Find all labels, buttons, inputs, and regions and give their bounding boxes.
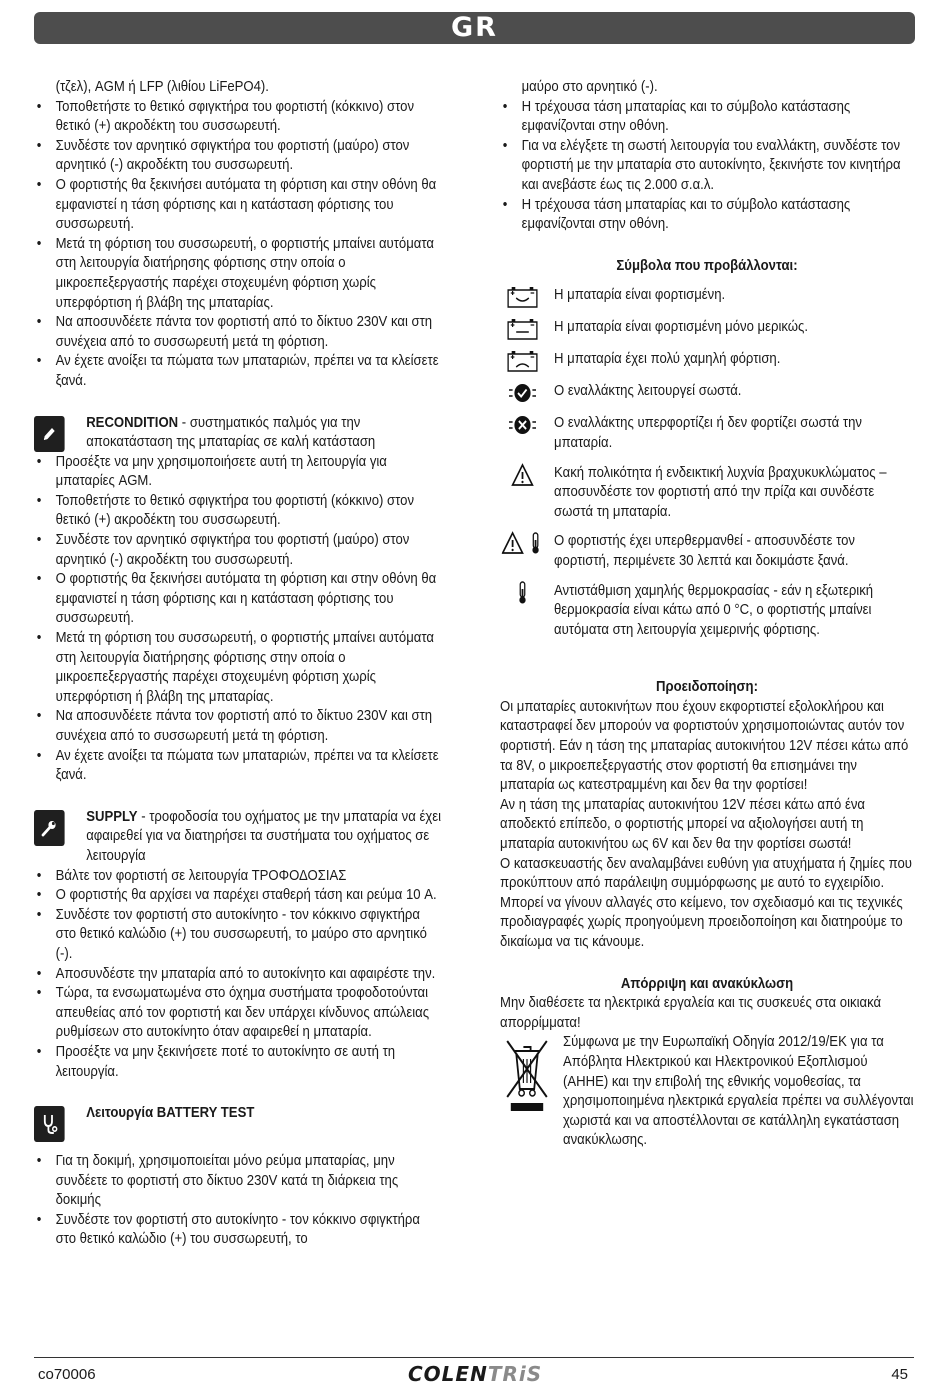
- list-item: • Για τη δοκιμή, χρησιμοποιείται μόνο ρεύμα μπαταρίας, μην συνδέετε το φορτιστή στο δίκτυο 230V κατά τη διάρκεια της δοκιμής: [34, 1152, 444, 1211]
- list-item: • Βάλτε τον φορτιστή σε λειτουργία ΤΡΟΦΟΔΟΣΙΑΣ: [34, 867, 444, 887]
- warning-paragraph: Αν η τάση της μπαταρίας αυτοκινήτου 12V πέσει κάτω από ένα αποδεκτό επίπεδο, ο φορτιστής μπορεί να αξιολογήσει αυτή τη μπαταρία αυτοκινήτου ως 6V και δεν θα την φορτίσει σωστά!: [500, 796, 865, 853]
- symbol-row: [500, 582, 914, 641]
- list-item: • Τοποθετήστε το θετικό σφιγκτήρα του φορτιστή (κόκκινο) στον θετικό (+) ακροδέκτη του συσσωρευτή.: [34, 98, 444, 137]
- warning-paragraph: Ο κατασκευαστής δεν αναλαμβάνει ευθύνη για ατυχήματα ή ζημίες που προκύπτουν από παράλειψη συμμόρφωσης με αυτό το εγχειρίδιο.: [500, 855, 912, 892]
- disposal-text: Σύμφωνα με την Ευρωπαϊκή Οδηγία 2012/19/EK για τα Απόβλητα Ηλεκτρικού και Ηλεκτρονικού Εξοπλισμού (ΑΗΗΕ) και την επιβολή της εθνικής νομοθεσίας, τα χρησιμοποιημένα ηλεκτρικά εργαλεία πρέπει να συλλέγονται χωριστά και να αποστέλλονται σε κατάλληλη εγκατάσταση ανακύκλωσης.: [563, 1034, 914, 1149]
- warning-heading: Προειδοποίηση:: [656, 679, 758, 696]
- symbol-row: [500, 286, 914, 308]
- brand-logo-part-b: TRiS: [487, 1362, 543, 1386]
- list-item: • Συνδέστε τον αρνητικό σφιγκτήρα του φορτιστή (μαύρο) στον αρνητικό (-) ακροδέκτη του συσσωρευτή.: [34, 137, 444, 176]
- recondition-title: RECONDITION: [86, 414, 179, 431]
- symbol-text: Η μπαταρία είναι φορτισμένη μόνο μερικώς.: [554, 319, 809, 336]
- language-banner: GR: [34, 12, 915, 44]
- list-item: • Μετά τη φόρτιση του συσσωρευτή, ο φορτιστής μπαίνει αυτόματα στη λειτουργία διατήρησης φόρτισης στην οποία ο μικροεπεξεργαστής παρέχει στοχευμένη φόρτιση χωρίς υπερφόρτιση ή βλάβη της μπαταρίας.: [34, 629, 444, 707]
- pencil-icon: [34, 416, 65, 452]
- battery-test-title: Λειτουργία BATTERY TEST: [86, 1105, 255, 1122]
- list-item: • Να αποσυνδέετε πάντα τον φορτιστή από το δίκτυο 230V και στη συνέχεια από το συσσωρευτή μετά τη φόρτιση.: [34, 707, 444, 746]
- supply-title: SUPPLY: [86, 808, 138, 825]
- list-item: • Η τρέχουσα τάση μπαταρίας και το σύμβολο κατάστασης εμφανίζονται στην οθόνη.: [500, 98, 914, 137]
- symbol-row: [500, 414, 914, 453]
- supply-list: [34, 867, 444, 1083]
- list-item: • Ο φορτιστής θα ξεκινήσει αυτόματα τη φόρτιση και στην οθόνη θα εμφανιστεί η τάση φόρτισης και η κατάσταση φόρτισης του συσσωρευτή.: [34, 176, 444, 235]
- brand-logo: [408, 1362, 542, 1386]
- disposal-intro: Μην διαθέσετε τα ηλεκτρικά εργαλεία και τις συσκευές στα οικιακά απορρίμματα!: [500, 995, 882, 1031]
- list-item: • Ο φορτιστής θα αρχίσει να παρέχει σταθερή τάση και ρεύμα 10 A.: [34, 886, 444, 906]
- warning-icon: [500, 464, 545, 486]
- supply-section: [34, 808, 444, 867]
- warning-paragraph: Μπορεί να γίνουν αλλαγές στο κείμενο, τον σχεδιασμό και τις τεχνικές προδιαγραφές χωρίς προηγούμενη προειδοποίηση και διατηρούμε το δικαίωμα να τις κάνουμε.: [500, 894, 903, 950]
- battery-test-section: [34, 1104, 444, 1142]
- symbol-text: Η μπαταρία είναι φορτισμένη.: [554, 287, 726, 304]
- left-column: [34, 78, 444, 1250]
- intro-continuation: (τζελ), AGM ή LFP (λιθίου LiFePO4).: [55, 79, 269, 95]
- crossed-bin-icon: [500, 1033, 554, 1115]
- disposal-heading: Απόρριψη και ανακύκλωση: [620, 975, 794, 992]
- list-item: • Αν έχετε ανοίξει τα πώματα των μπαταριών, πρέπει να τα κλείσετε ξανά.: [34, 352, 444, 391]
- list-item: • Η τρέχουσα τάση μπαταρίας και το σύμβολο κατάστασης εμφανίζονται στην οθόνη.: [500, 196, 914, 235]
- warning-thermometer-icon: [500, 532, 545, 554]
- weee-block: [500, 1033, 914, 1151]
- brand-logo-part-a: COLEN: [408, 1362, 488, 1386]
- list-item: • Ο φορτιστής θα ξεκινήσει αυτόματα τη φόρτιση και στην οθόνη θα εμφανιστεί η τάση φόρτισης και η κατάσταση φόρτισης του συσσωρευτή.: [34, 570, 444, 629]
- battery-test-list: [34, 1152, 444, 1250]
- list-item: • Συνδέστε τον φορτιστή στο αυτοκίνητο - τον κόκκινο σφιγκτήρα στο θετικό καλώδιο (+) του συσσωρευτή, το: [34, 1211, 444, 1250]
- battery-charged-icon: [500, 286, 545, 308]
- alternator-ok-icon: [500, 382, 545, 404]
- list-item: • Για να ελέγξετε τη σωστή λειτουργία του εναλλάκτη, συνδέστε τον φορτιστή με την μπαταρία στο αυτοκίνητο, ξεκινήστε τον κινητήρα και ανεβάστε έως τις 2.000 σ.α.λ.: [500, 137, 914, 196]
- symbol-text: Η μπαταρία έχει πολύ χαμηλή φόρτιση.: [554, 351, 781, 368]
- intro-list: [34, 98, 444, 392]
- list-item: • Τοποθετήστε το θετικό σφιγκτήρα του φορτιστή (κόκκινο) στον θετικό (+) ακροδέκτη του συσσωρευτή.: [34, 492, 444, 531]
- stethoscope-icon: [34, 1106, 65, 1142]
- battery-partial-icon: [500, 318, 545, 340]
- recondition-list: [34, 453, 444, 786]
- list-item: • Αν έχετε ανοίξει τα πώματα των μπαταριών, πρέπει να τα κλείσετε ξανά.: [34, 747, 444, 786]
- recondition-section: [34, 414, 444, 453]
- thermometer-icon: [500, 582, 545, 604]
- list-item: • Προσέξτε να μην ξεκινήσετε ποτέ το αυτοκίνητο σε αυτή τη λειτουργία.: [34, 1043, 444, 1082]
- alternator-fault-icon: [500, 414, 545, 436]
- list-item: • Προσέξτε να μην χρησιμοποιήσετε αυτή τη λειτουργία για μπαταρίες AGM.: [34, 453, 444, 492]
- symbol-row: [500, 318, 914, 340]
- symbol-row: [500, 350, 914, 372]
- right-column: [500, 78, 914, 1151]
- list-item: • Αποσυνδέστε την μπαταρία από το αυτοκίνητο και αφαιρέστε την.: [34, 965, 444, 985]
- symbol-row: [500, 464, 914, 523]
- symbol-text: Κακή πολικότητα ή ενδεικτική λυχνία βραχυκυκλώματος – αποσυνδέστε τον φορτιστή από την πρίζα και συνδέστε σωστά τη μπαταρία.: [554, 464, 887, 520]
- warning-paragraph: Οι μπαταρίες αυτοκινήτων που έχουν εκφορτιστεί εξολοκλήρου και καταστραφεί δεν μπορούν να φορτιστούν χρησιμοποιώντας αυτόν τον φορτιστή. Εάν η τάση της μπαταρίας αυτοκινήτου 12V πέσει κάτω από τα 8V, ο μικροεπεξεργαστής στον φορτιστή θα επισημάνει την μπαταρία ως κατεστραμμένη και δεν θα την φορτίσει!: [500, 698, 909, 794]
- list-item: • Τώρα, τα ενσωματωμένα στο όχημα συστήματα τροφοδοτούνται απευθείας από τον φορτιστή και δεν υπάρχει κίνδυνος απώλειας ρυθμίσεων στο αυτοκίνητο όταν αφαιρεθεί η μπαταρία.: [34, 984, 444, 1043]
- symbol-text: Αντιστάθμιση χαμηλής θερμοκρασίας - εάν η εξωτερική θερμοκρασία είναι κάτω από 0 °C, ο φορτιστής μπαίνει αυτόματα στη λειτουργία χειμερινής φόρτισης.: [554, 582, 874, 638]
- product-code: co70006: [38, 1366, 96, 1383]
- battery-low-icon: [500, 350, 545, 372]
- wrench-icon: [34, 810, 65, 846]
- symbols-heading: Σύμβολα που προβάλλονται:: [616, 257, 798, 274]
- symbol-text: Ο εναλλάκτης λειτουργεί σωστά.: [554, 383, 742, 400]
- list-item: • Συνδέστε τον αρνητικό σφιγκτήρα του φορτιστή (μαύρο) στον αρνητικό (-) ακροδέκτη του συσσωρευτή.: [34, 531, 444, 570]
- recondition-desc: - συστηματικός παλμός για την αποκατάσταση της μπαταρίας σε καλή κατάσταση: [86, 414, 376, 451]
- symbol-text: Ο φορτιστής έχει υπερθερμανθεί - αποσυνδέστε τον φορτιστή, περιμένετε 30 λεπτά και δοκιμάστε ξανά.: [554, 533, 855, 569]
- right-continuation: μαύρο στο αρνητικό (-).: [521, 79, 658, 95]
- list-item: • Να αποσυνδέετε πάντα τον φορτιστή από το δίκτυο 230V και στη συνέχεια από το συσσωρευτή μετά τη φόρτιση.: [34, 313, 444, 352]
- supply-desc: - τροφοδοσία του οχήματος με την μπαταρία να έχει αφαιρεθεί για να διατηρήσει τα συστήματα του οχήματος σε λειτουργία: [86, 808, 442, 864]
- right-list: [500, 98, 914, 235]
- symbol-text: Ο εναλλάκτης υπερφορτίζει ή δεν φορτίζει σωστά την μπαταρία.: [554, 415, 862, 451]
- list-item: • Μετά τη φόρτιση του συσσωρευτή, ο φορτιστής μπαίνει αυτόματα στη λειτουργία διατήρησης φόρτισης στην οποία ο μικροεπεξεργαστής παρέχει στοχευμένη φόρτιση χωρίς υπερφόρτιση ή βλάβη της μπαταρίας.: [34, 235, 444, 313]
- list-item: • Συνδέστε τον φορτιστή στο αυτοκίνητο - τον κόκκινο σφιγκτήρα στο θετικό καλώδιο (+) του συσσωρευτή, το μαύρο στο αρνητικό (-).: [34, 906, 444, 965]
- footer-divider: [34, 1357, 914, 1358]
- symbol-row: [500, 532, 914, 571]
- page-number: 45: [891, 1366, 908, 1383]
- symbol-row: [500, 382, 914, 404]
